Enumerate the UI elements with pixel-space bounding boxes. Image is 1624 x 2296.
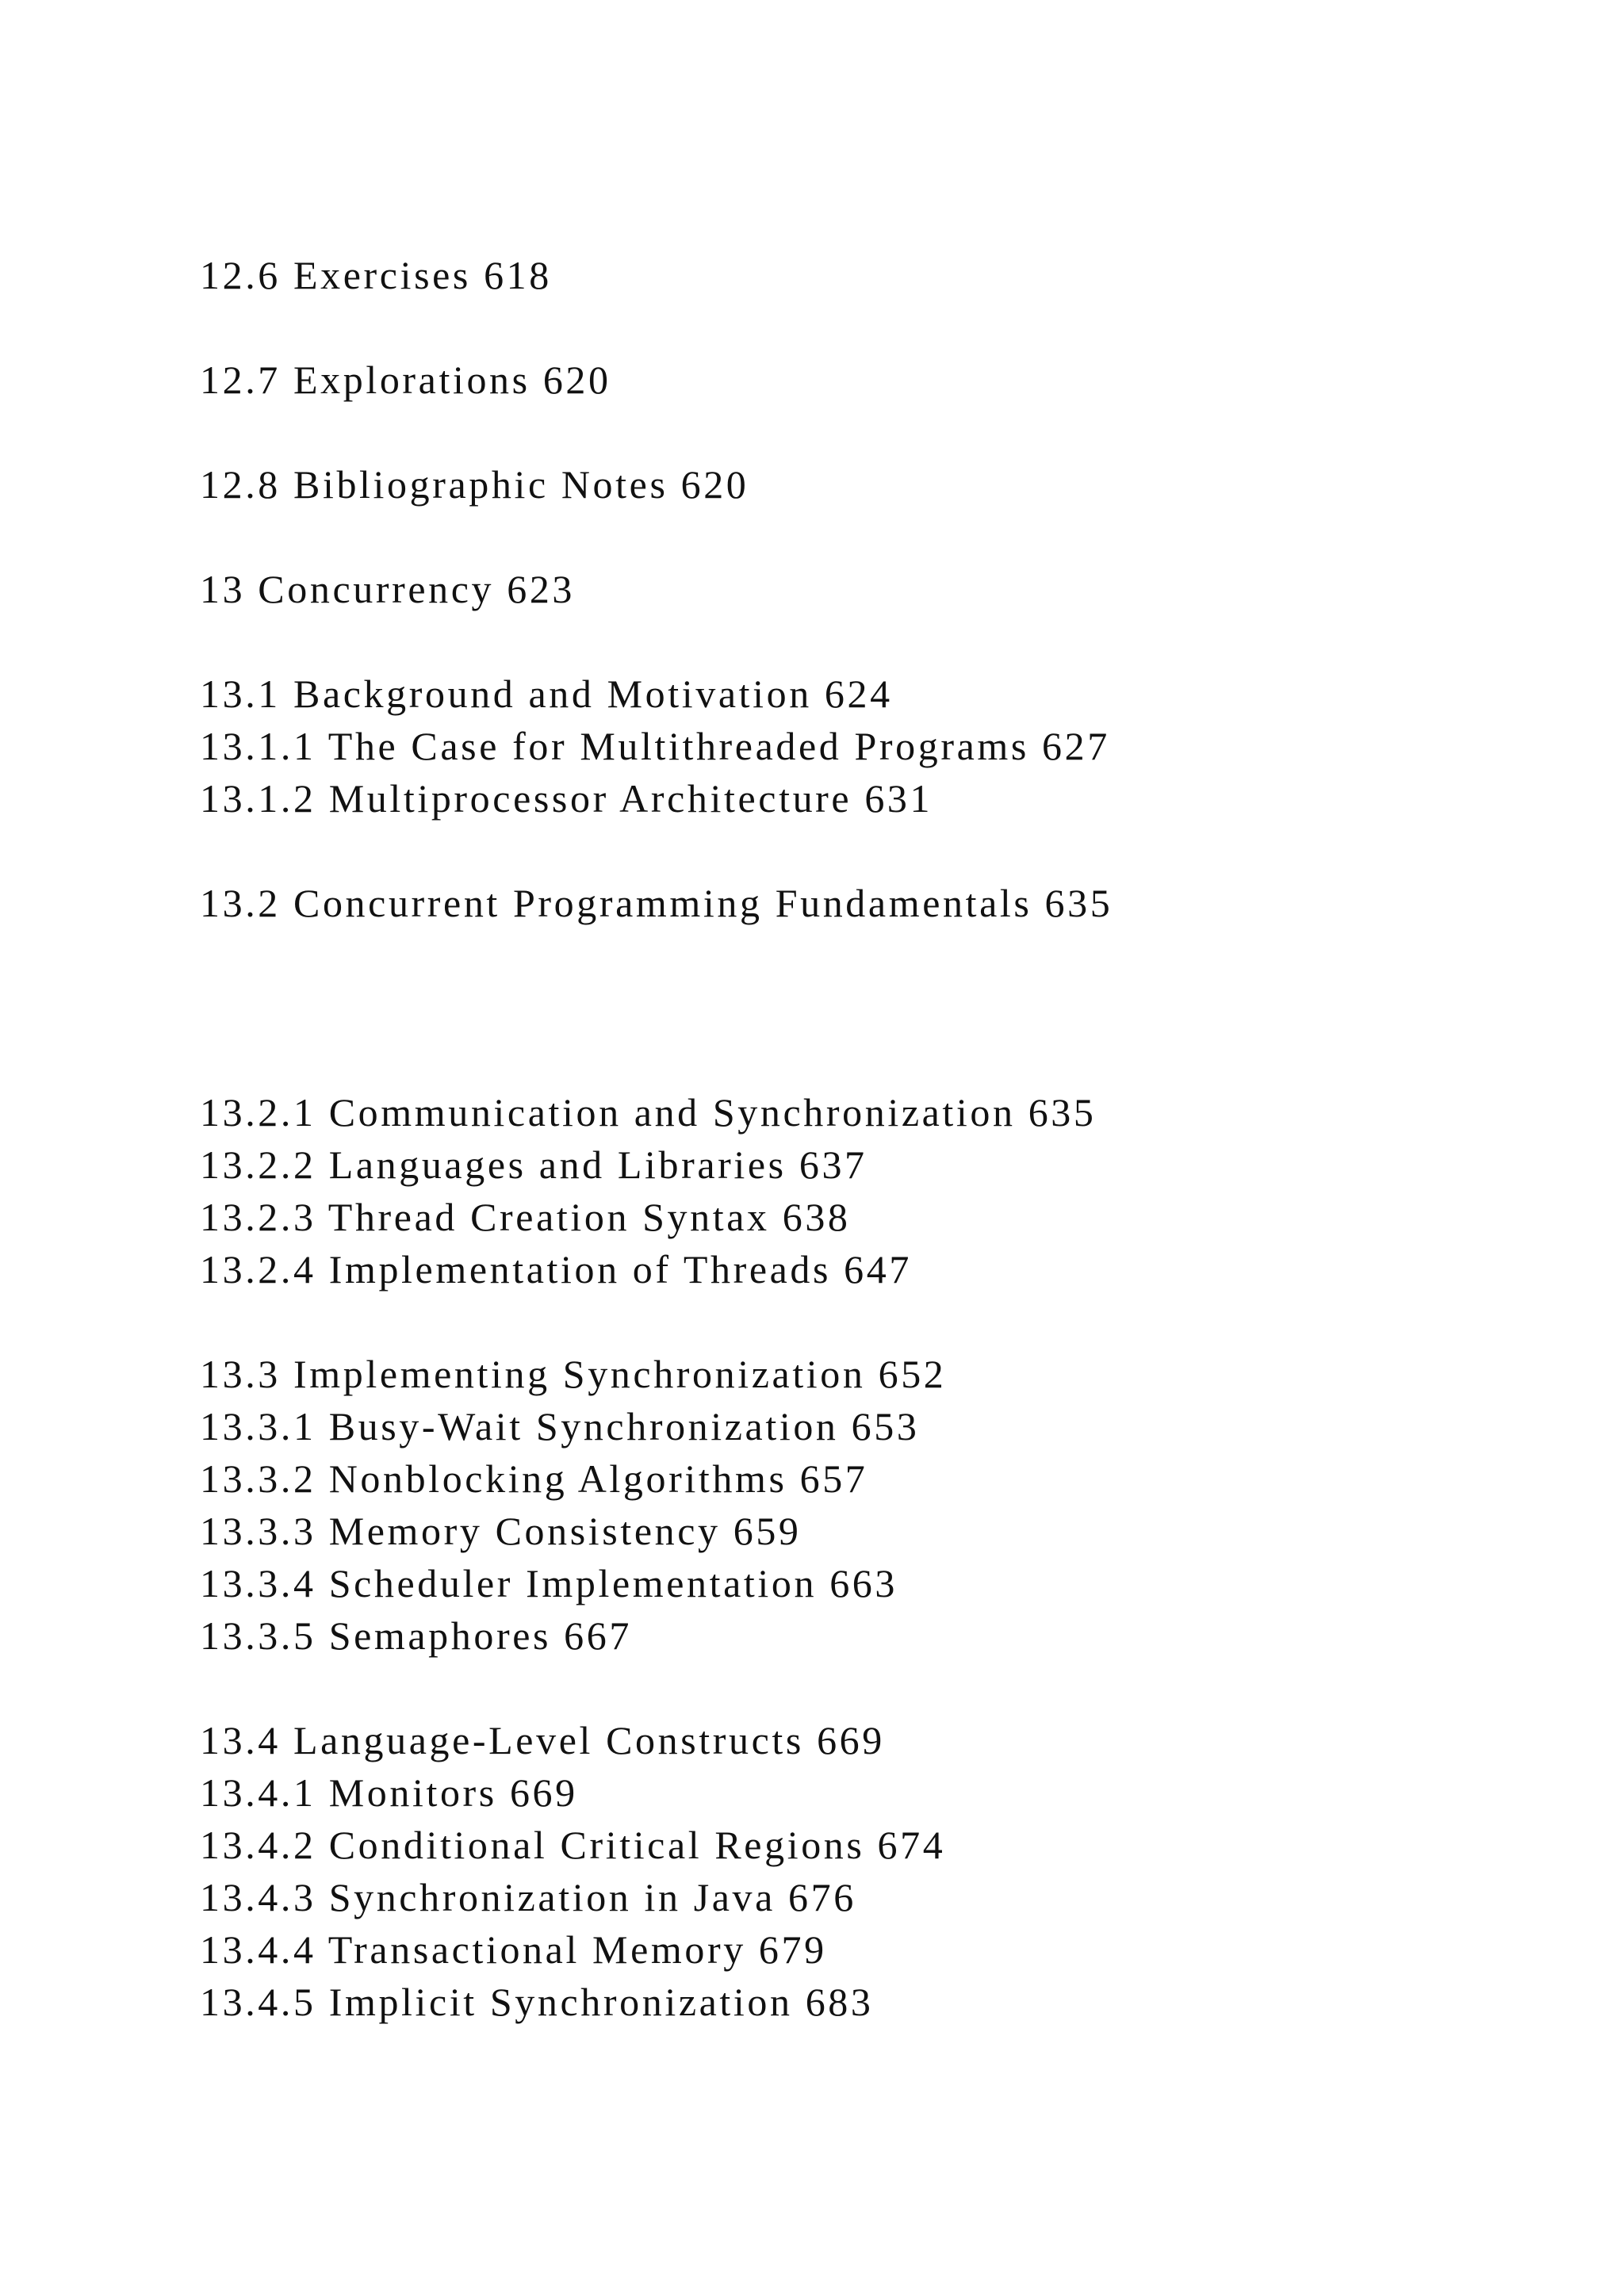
toc-entry-13-1-2: 13.1.2 Multiprocessor Architecture 631 (200, 776, 933, 821)
toc-entry-13-4-4: 13.4.4 Transactional Memory 679 (200, 1927, 827, 1972)
toc-entry-13-4: 13.4 Language-Level Constructs 669 (200, 1718, 885, 1762)
toc-entry-13-4-2: 13.4.2 Conditional Critical Regions 674 (200, 1823, 946, 1867)
toc-entry-13-3-1: 13.3.1 Busy-Wait Synchronization 653 (200, 1404, 920, 1448)
toc-entry-13-2-3: 13.2.3 Thread Creation Syntax 638 (200, 1195, 851, 1239)
toc-entry-13-3-5: 13.3.5 Semaphores 667 (200, 1613, 632, 1658)
toc-entry-13-4-1: 13.4.1 Monitors 669 (200, 1770, 578, 1815)
toc-entry-13-2: 13.2 Concurrent Programming Fundamentals 635 (200, 881, 1113, 925)
toc-entry-13-4-5: 13.4.5 Implicit Synchronization 683 (200, 1980, 874, 2024)
toc-entry-13-1-1: 13.1.1 The Case for Multithreaded Programs 627 (200, 724, 1110, 768)
toc-entry-13-2-2: 13.2.2 Languages and Libraries 637 (200, 1142, 868, 1187)
toc-entry-12-7: 12.7 Explorations 620 (200, 358, 611, 402)
toc-entry-13-2-4: 13.2.4 Implementation of Threads 647 (200, 1247, 912, 1292)
toc-entry-13-2-1: 13.2.1 Communication and Synchronization 635 (200, 1090, 1097, 1135)
toc-entry-13: 13 Concurrency 623 (200, 567, 576, 611)
toc-entry-13-3-4: 13.3.4 Scheduler Implementation 663 (200, 1561, 898, 1605)
toc-entry-13-4-3: 13.4.3 Synchronization in Java 676 (200, 1875, 856, 1919)
toc-entry-13-3: 13.3 Implementing Synchronization 652 (200, 1352, 947, 1396)
toc-entry-12-8: 12.8 Bibliographic Notes 620 (200, 462, 749, 507)
toc-entry-13-3-2: 13.3.2 Nonblocking Algorithms 657 (200, 1456, 868, 1501)
toc-entry-13-1: 13.1 Background and Motivation 624 (200, 672, 893, 716)
toc-entry-12-6: 12.6 Exercises 618 (200, 253, 552, 297)
toc-entry-13-3-3: 13.3.3 Memory Consistency 659 (200, 1509, 802, 1553)
